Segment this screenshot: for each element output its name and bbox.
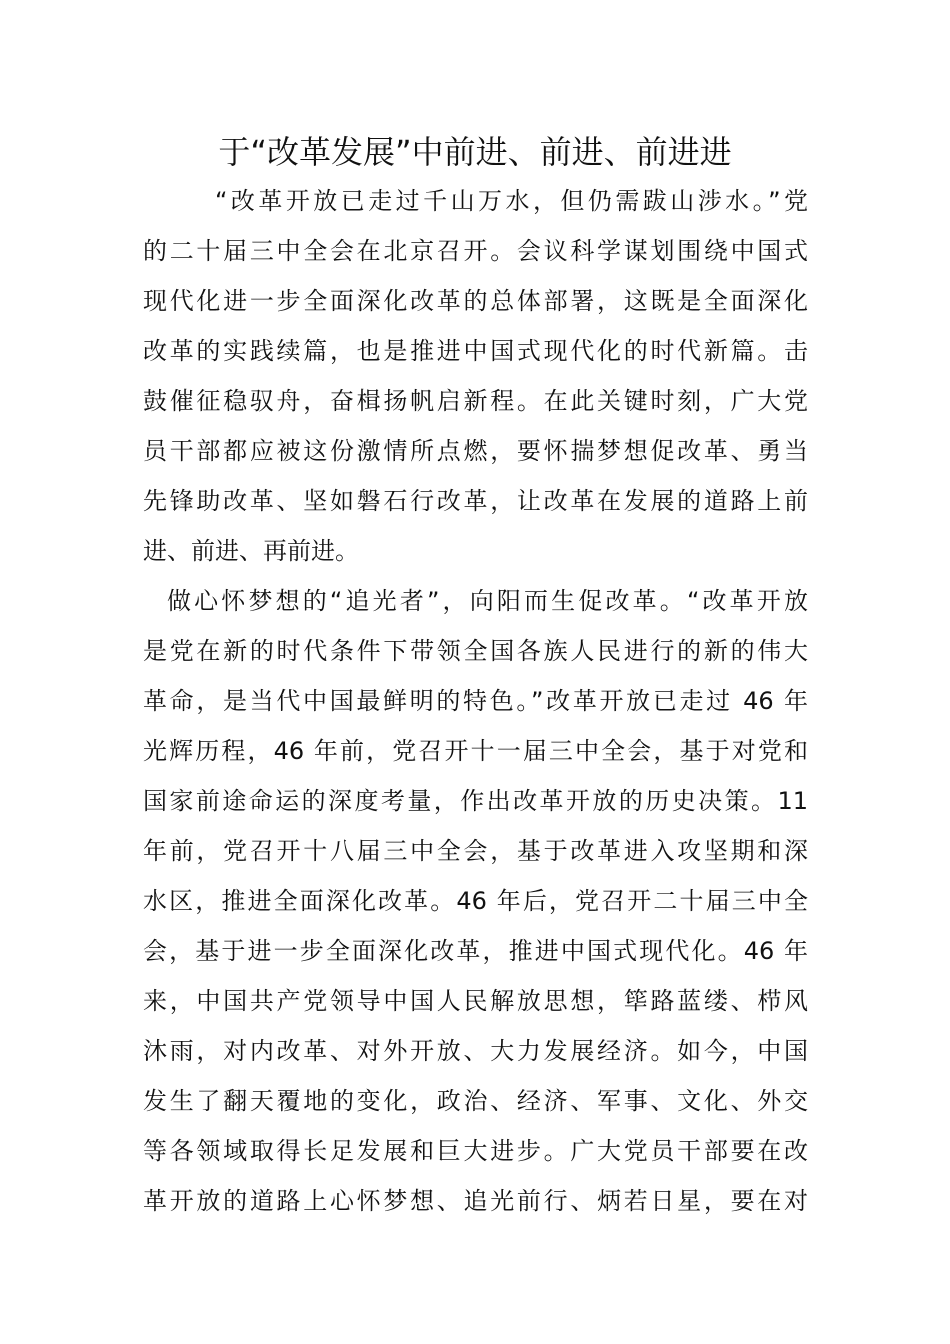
- paragraph-line: 等各领域取得长足发展和巨大进步。广大党员干部要在改: [143, 1137, 808, 1165]
- document-body: [143, 176, 808, 1226]
- paragraph-line: 国家前途命运的深度考量，作出改革开放的历史决策。11: [143, 787, 808, 815]
- paragraph-line: 做心怀梦想的“追光者”，向阳而生促改革。“改革开放: [167, 587, 808, 615]
- paragraph-line: 先锋助改革、坚如磐石行改革，让改革在发展的道路上前: [143, 487, 808, 515]
- paragraph-line: 发生了翻天覆地的变化，政治、经济、军事、文化、外交: [143, 1087, 808, 1115]
- paragraph-line: 来，中国共产党领导中国人民解放思想，筚路蓝缕、栉风: [143, 987, 808, 1015]
- paragraph-line: 水区，推进全面深化改革。46 年后，党召开二十届三中全: [143, 887, 808, 915]
- paragraph-line: 会，基于进一步全面深化改革，推进中国式现代化。46 年: [143, 937, 808, 965]
- paragraph-line: 员干部都应被这份激情所点燃，要怀揣梦想促改革、勇当: [143, 437, 808, 465]
- paragraph-2: [143, 576, 808, 1226]
- paragraph-line: 光辉历程，46 年前，党召开十一届三中全会，基于对党和: [143, 737, 808, 765]
- paragraph-line: “改革开放已走过千山万水，但仍需跋山涉水。”党: [215, 187, 808, 215]
- paragraph-line: 现代化进一步全面深化改革的总体部署，这既是全面深化: [143, 287, 808, 315]
- paragraph-line: 革开放的道路上心怀梦想、追光前行、炳若日星，要在对: [143, 1187, 808, 1215]
- paragraph-line: 年前，党召开十八届三中全会，基于改革进入攻坚期和深: [143, 837, 808, 865]
- paragraph-line: 的二十届三中全会在北京召开。会议科学谋划围绕中国式: [143, 237, 808, 265]
- paragraph-line: 进、前进、再前进。: [143, 537, 359, 565]
- paragraph-line: 沐雨，对内改革、对外开放、大力发展经济。如今，中国: [143, 1037, 808, 1065]
- paragraph-line: 是党在新的时代条件下带领全国各族人民进行的新的伟大: [143, 637, 808, 665]
- paragraph-1: [143, 176, 808, 576]
- paragraph-line: 改革的实践续篇，也是推进中国式现代化的时代新篇。击: [143, 337, 808, 365]
- paragraph-line: 鼓催征稳驭舟，奋楫扬帆启新程。在此关键时刻，广大党: [143, 387, 808, 415]
- paragraph-line: 革命，是当代中国最鲜明的特色。”改革开放已走过 46 年: [143, 687, 808, 715]
- document-title: 于“改革发展”中前进、前进、前进进: [218, 133, 732, 171]
